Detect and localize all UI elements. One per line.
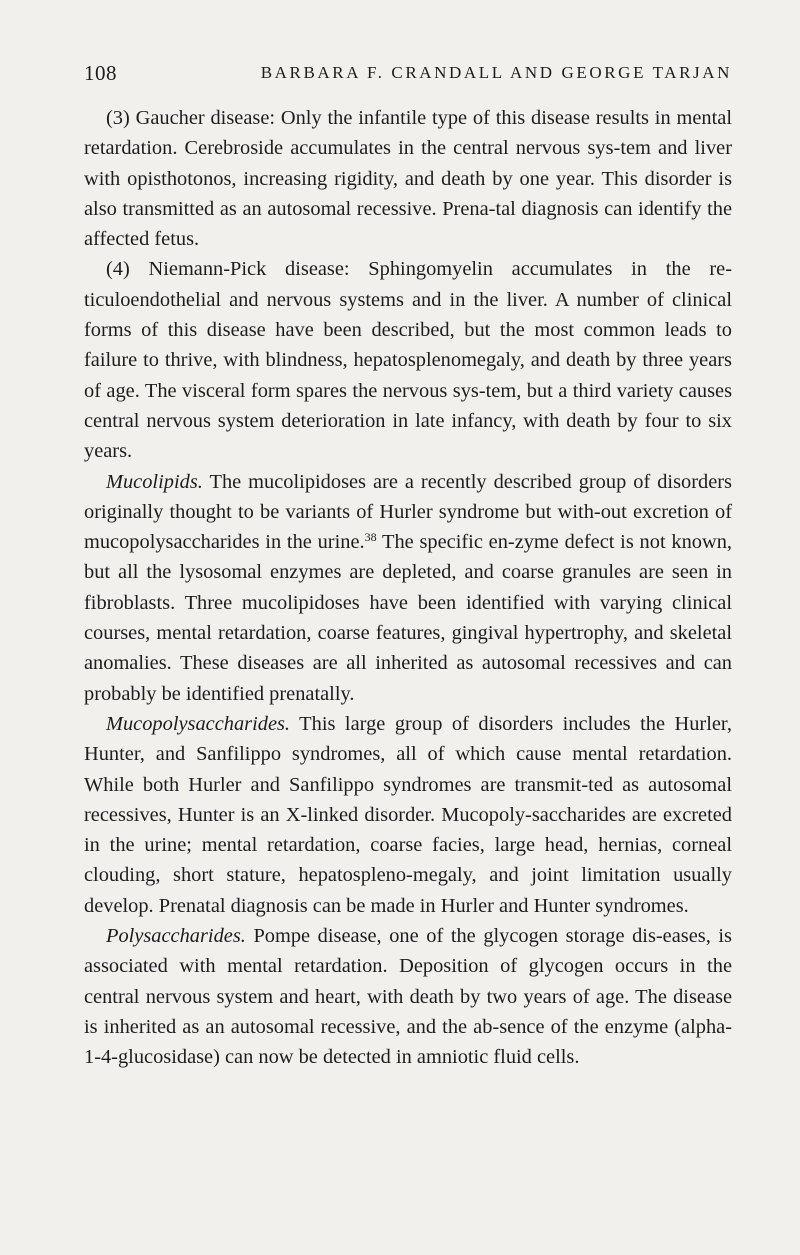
- body-text: [84, 103, 732, 1073]
- paragraph-mucolipids: [84, 467, 732, 709]
- paragraph-text: The mucolipidoses are a recently described group of disorders originally thought to be variants of Hurler syndrome but with-out excretion of mucopolysaccharides in the urine.: [84, 470, 732, 554]
- paragraph-mucopolysaccharides: [84, 709, 732, 921]
- footnote-reference: 38: [364, 530, 377, 545]
- paragraph-niemann-pick: [84, 254, 732, 466]
- run-in-heading: Mucopolysaccharides.: [106, 712, 291, 735]
- paragraph-text: Pompe disease, one of the glycogen storage dis-eases, is associated with mental retardation. Deposition of glycogen occurs in the central nervous system and heart, with death by two years of age. The disease is inherited as an autosomal recessive, and the ab-sence of the enzyme (alpha-1-4-glucosidase) can now be detected in amniotic fluid cells.: [84, 925, 732, 1069]
- run-in-heading: Polysaccharides.: [106, 925, 246, 948]
- running-head: BARBARA F. CRANDALL AND GEORGE TARJAN: [260, 63, 732, 82]
- paragraph-gaucher: [84, 103, 732, 254]
- paragraph-text: (3) Gaucher disease: Only the infantile type of this disease results in mental retardation. Cerebroside accumulates in the central nervous sys-tem and liver with opisthotonos, increasing rigidity, and death by one year. This disorder is also transmitted as an autosomal recessive. Prena-tal diagnosis can identify the affected fetus.: [84, 107, 732, 251]
- paragraph-text-continued: The specific en-zyme defect is not known, but all the lysosomal enzymes are depleted, and coarse granules are seen in fibroblasts. Three mucolipidoses have been identified with varying clinical courses, mental retardation, coarse features, gingival hypertrophy, and skeletal anomalies. These diseases are all inherited as autosomal recessives and can probably be identified prenatally.: [84, 531, 732, 705]
- page-number: 108: [84, 61, 117, 85]
- page-header: [84, 61, 732, 87]
- paragraph-text: (4) Niemann-Pick disease: Sphingomyelin accumulates in the re-ticuloendothelial and nervous systems and in the liver. A number of clinical forms of this disease have been described, but the most common leads to failure to thrive, with blindness, hepatosplenomegaly, and death by three years of age. The visceral form spares the nervous sys-tem, but a third variety causes central nervous system deterioration in late infancy, with death by four to six years.: [84, 258, 732, 463]
- run-in-heading: Mucolipids.: [106, 470, 203, 493]
- paragraph-text: This large group of disorders includes the Hurler, Hunter, and Sanfilippo syndromes, all of which cause mental retardation. While both Hurler and Sanfilippo syndromes are transmit-ted as autosomal recessives, Hunter is an X-linked disorder. Mucopoly-saccharides are excreted in the urine; mental retardation, coarse facies, large head, hernias, corneal clouding, short stature, hepatospleno-megaly, and joint limitation usually develop. Prenatal diagnosis can be made in Hurler and Hunter syndromes.: [84, 712, 732, 917]
- paragraph-polysaccharides: [84, 921, 732, 1072]
